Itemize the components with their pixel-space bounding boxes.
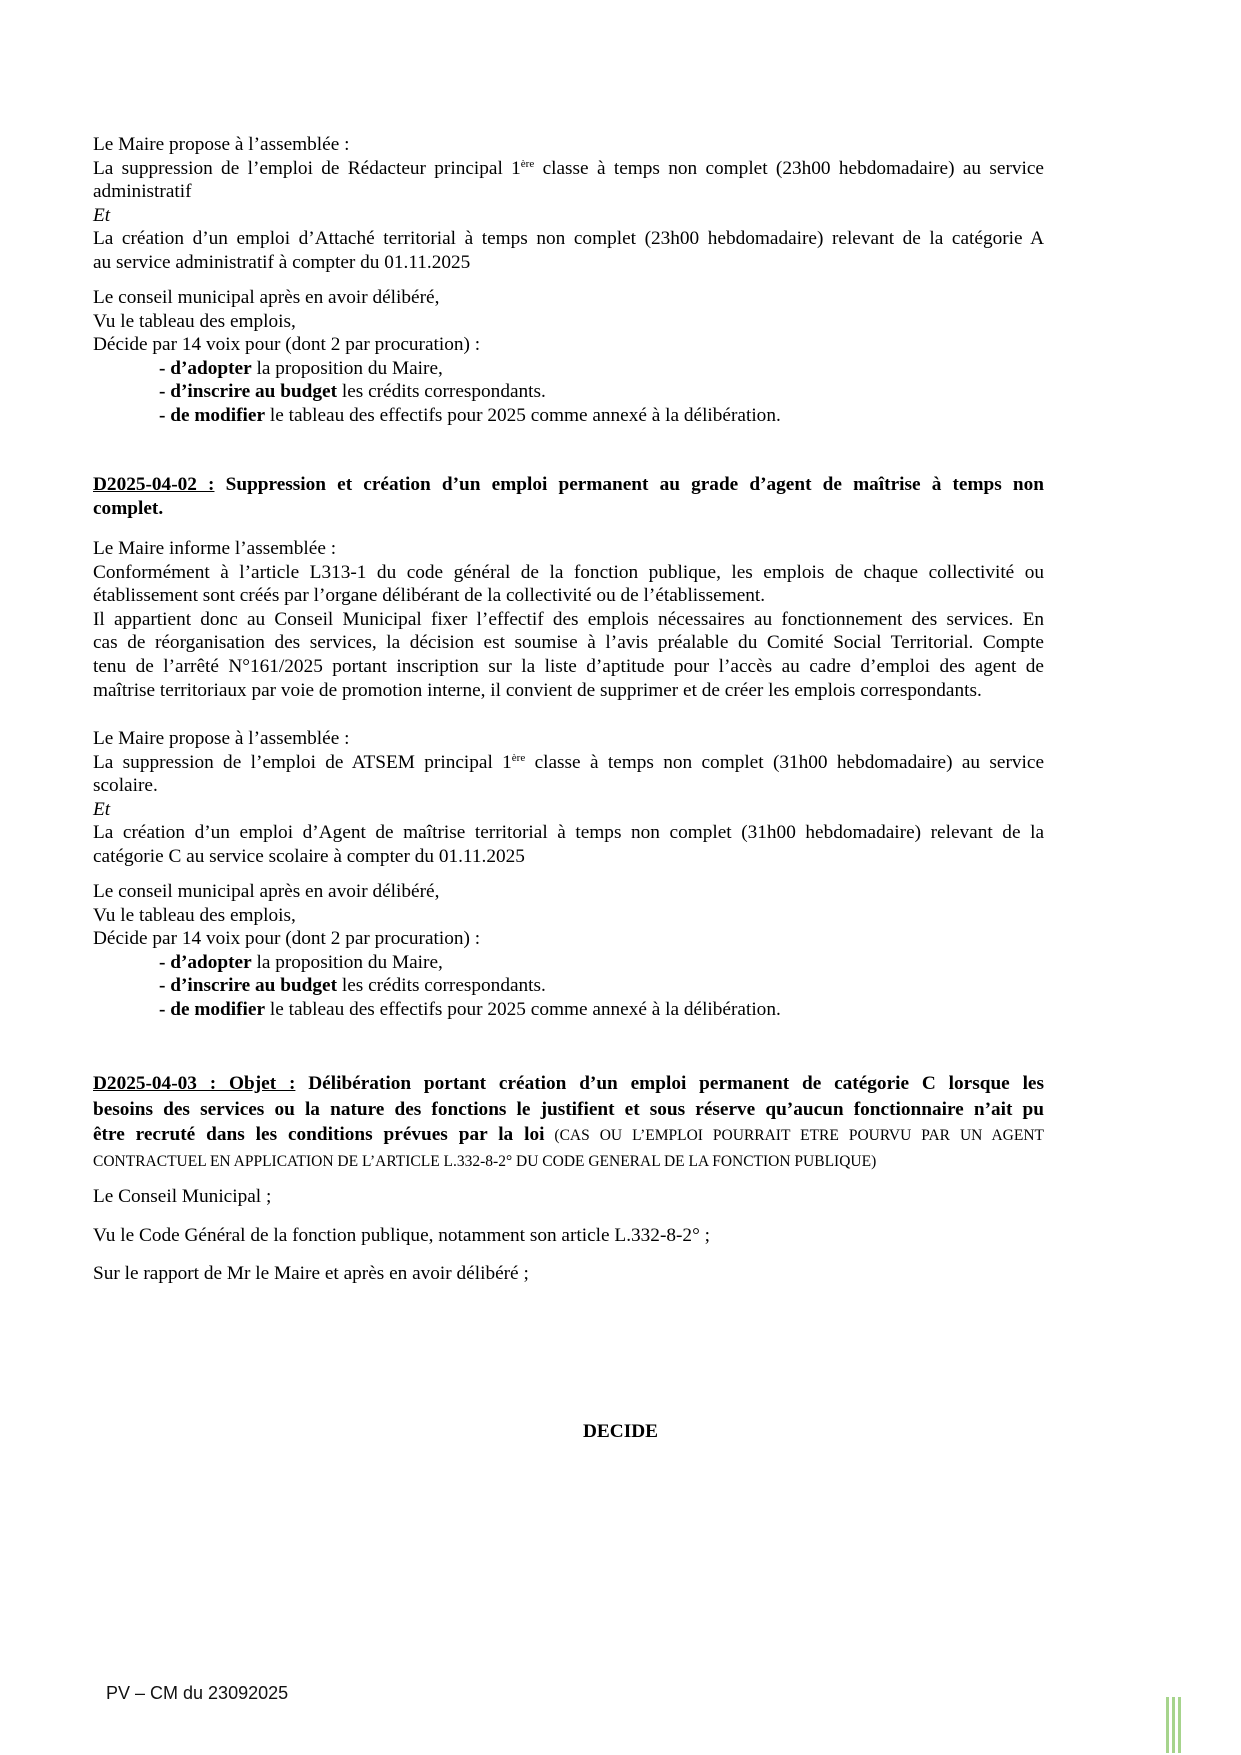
section-2-info xyxy=(93,537,1044,702)
proposal-intro: Le Maire propose à l’assemblée : xyxy=(93,728,350,749)
proposal-intro: Le Maire propose à l’assemblée : xyxy=(93,134,350,155)
suppression-line xyxy=(93,751,1044,775)
footer-accent-bars xyxy=(1166,1697,1182,1753)
decide-heading: DECIDE xyxy=(583,1421,658,1442)
superscript: ère xyxy=(520,157,535,170)
decision-item-bold: - d’inscrire au budget xyxy=(159,975,338,997)
decision-item xyxy=(93,357,1044,381)
decision-item-bold: - d’adopter xyxy=(159,357,252,379)
footer-label: PV – CM du 23092025 xyxy=(106,1683,289,1703)
creation-line-end: au service administratif à compter du 01.11.2025 xyxy=(93,251,471,273)
superscript: ère xyxy=(511,751,526,764)
legal-note-end: CONTRACTUEL EN APPLICATION DE L’ARTICLE L.332-8-2° DU CODE GENERAL DE LA FONCTION PUBLIQUE) xyxy=(93,1152,877,1170)
rapport-line: Sur le rapport de Mr le Maire et après en avoir délibéré ; xyxy=(93,1263,529,1285)
info-paragraph-line: cas de réorganisation des services, la décision est soumise à l’avis préalable du Comité Social Territorial. Compte xyxy=(93,632,1044,654)
heading-text: être recruté dans les conditions prévues par la loi xyxy=(93,1124,545,1145)
heading-line xyxy=(93,473,1044,497)
heading-line-end: complet. xyxy=(93,497,164,519)
accent-bar xyxy=(1166,1697,1169,1753)
legal-note: (CAS OU L’EMPLOI POURRAIT ETRE POURVU PAR UN AGENT xyxy=(544,1127,1044,1144)
suppression-text: La suppression de l’emploi de Rédacteur principal 1 xyxy=(93,157,521,179)
section-3-heading xyxy=(93,1071,1044,1174)
decision-item-text: la proposition du Maire, xyxy=(251,951,443,973)
heading-line: besoins des services ou la nature des fonctions le justifient et sous réserve qu’aucun fonctionnaire n’ait pu xyxy=(93,1098,1044,1120)
vu-line: Vu le tableau des emplois, xyxy=(93,310,296,332)
informe-line: Le Maire informe l’assemblée : xyxy=(93,538,337,559)
section-2-proposal xyxy=(93,727,1044,869)
accent-bar xyxy=(1172,1697,1175,1753)
deliberation-ref: D2025-04-03 : Objet : xyxy=(93,1073,296,1094)
decide-line: Décide par 14 voix pour (dont 2 par procuration) : xyxy=(93,334,481,356)
suppression-line xyxy=(93,157,1044,181)
deliberation-ref: D2025-04-02 : xyxy=(93,474,215,495)
decision-item-text: le tableau des effectifs pour 2025 comme annexé à la délibération. xyxy=(265,998,781,1020)
decision-item-bold: - de modifier xyxy=(159,404,266,426)
info-paragraph-line: Conformément à l’article L313-1 du code général de la fonction publique, les emplois de chaque collectivité ou xyxy=(93,561,1044,583)
info-paragraph-line: tenu de l’arrêté N°161/2025 portant inscription sur la liste d’aptitude pour l’accès au cadre d’emploi des agent de xyxy=(93,655,1044,677)
section-1-decision xyxy=(93,286,1044,428)
suppression-line-end: scolaire. xyxy=(93,775,158,797)
heading-text: Délibération portant création d’un emploi permanent de catégorie C lorsque les xyxy=(295,1073,1044,1094)
suppression-line-end: administratif xyxy=(93,181,192,203)
heading-line xyxy=(93,1122,1044,1149)
et-italic: Et xyxy=(93,204,111,226)
heading-text: Suppression et création d’un emploi permanent au grade d’agent de maîtrise à temps non xyxy=(214,474,1044,495)
decision-item xyxy=(93,951,1044,975)
vu-line: Vu le tableau des emplois, xyxy=(93,904,296,926)
suppression-text: La suppression de l’emploi de ATSEM principal 1 xyxy=(93,751,512,773)
decision-item-bold: - d’inscrire au budget xyxy=(159,381,338,403)
conseil-line: Le conseil municipal après en avoir délibéré, xyxy=(93,287,440,308)
et-label xyxy=(93,204,1044,228)
decide-line: Décide par 14 voix pour (dont 2 par procuration) : xyxy=(93,928,481,950)
decision-item xyxy=(93,974,1044,998)
section-3-body xyxy=(93,1185,1044,1286)
decision-item-bold: - d’adopter xyxy=(159,951,252,973)
section-2-heading xyxy=(93,473,1044,520)
decision-item-bold: - de modifier xyxy=(159,998,266,1020)
et-italic: Et xyxy=(93,798,111,820)
suppression-text-cont: classe à temps non complet (23h00 hebdomadaire) au service xyxy=(534,157,1044,179)
accent-bar xyxy=(1178,1697,1181,1753)
et-label xyxy=(93,798,1044,822)
decision-item-text: les crédits correspondants. xyxy=(337,381,546,403)
decision-item-text: les crédits correspondants. xyxy=(337,975,546,997)
decision-item xyxy=(93,998,1044,1022)
decision-item-text: le tableau des effectifs pour 2025 comme annexé à la délibération. xyxy=(265,404,781,426)
creation-line: La création d’un emploi d’Agent de maîtrise territorial à temps non complet (31h00 hebdomadaire) relevant de la xyxy=(93,822,1044,844)
info-paragraph-line: maîtrise territoriaux par voie de promotion interne, il convient de supprimer et de créer les emplois correspondants. xyxy=(93,679,982,701)
section-1-proposal xyxy=(93,133,1044,275)
info-paragraph-line: établissement sont créés par l’organe délibérant de la collectivité ou de l’établissement. xyxy=(93,585,766,607)
conseil-line: Le conseil municipal après en avoir délibéré, xyxy=(93,881,440,902)
suppression-text-cont: classe à temps non complet (31h00 hebdomadaire) au service xyxy=(525,751,1044,773)
creation-line: La création d’un emploi d’Attaché territorial à temps non complet (23h00 hebdomadaire) relevant de la catégorie A xyxy=(93,228,1044,250)
decision-item xyxy=(93,404,1044,428)
creation-line-end: catégorie C au service scolaire à compter du 01.11.2025 xyxy=(93,845,525,867)
section-2-decision xyxy=(93,880,1044,1022)
heading-line xyxy=(93,1071,1044,1097)
decision-item-text: la proposition du Maire, xyxy=(251,357,443,379)
info-paragraph-line: Il appartient donc au Conseil Municipal fixer l’effectif des emplois nécessaires au fonctionnement des services. En xyxy=(93,608,1044,630)
decision-item xyxy=(93,380,1044,404)
conseil-line: Le Conseil Municipal ; xyxy=(93,1186,272,1207)
vu-line: Vu le Code Général de la fonction publique, notamment son article L.332-8-2° ; xyxy=(93,1224,710,1246)
